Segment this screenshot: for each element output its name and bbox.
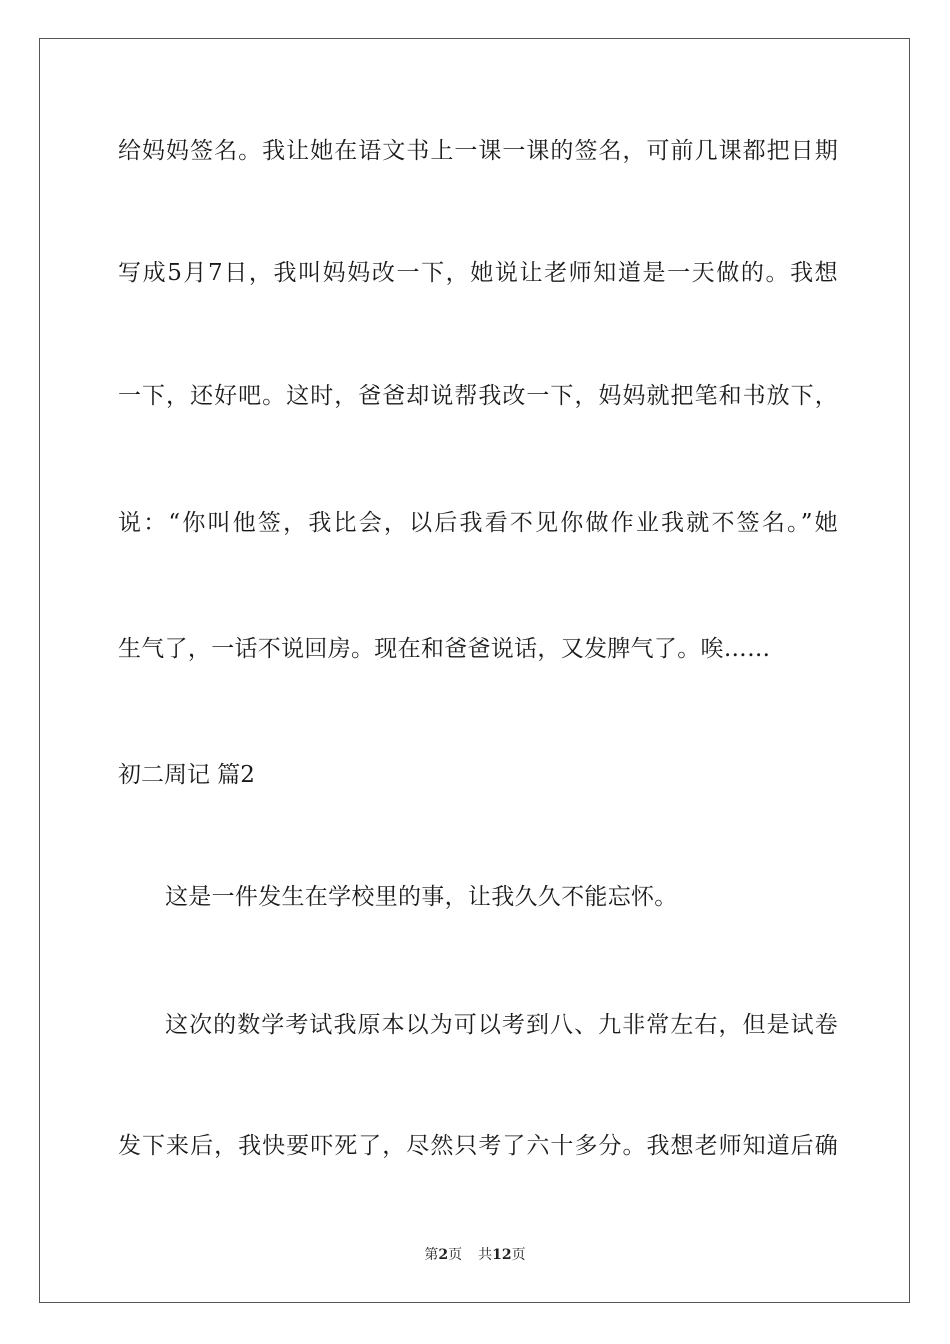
footer-total-pages: 12 xyxy=(492,1247,512,1263)
paragraph-1-line-5: 生气了，一话不说回房。现在和爸爸说话，又发脾气了。唉…… xyxy=(118,636,771,662)
paragraph-1-line-2: 写成5月7日，我叫妈妈改一下，她说让老师知道是一天做的。我想 xyxy=(118,260,838,286)
paragraph-3-line-2: 发下来后，我快要吓死了，尽然只考了六十多分。我想老师知道后确 xyxy=(118,1133,838,1159)
footer-total-suffix: 页 xyxy=(511,1247,526,1263)
paragraph-1-line-3: 一下，还好吧。这时，爸爸却说帮我改一下，妈妈就把笔和书放下， xyxy=(118,383,838,409)
paragraph-2-line-1: 这是一件发生在学校里的事，让我久久不能忘怀。 xyxy=(165,884,678,910)
page-footer xyxy=(0,1246,950,1264)
footer-page-number: 2 xyxy=(438,1247,449,1263)
page-border xyxy=(39,38,910,1303)
paragraph-3-line-1: 这次的数学考试我原本以为可以考到八、九非常左右，但是试卷 xyxy=(165,1012,838,1038)
paragraph-1-line-1: 给妈妈签名。我让她在语文书上一课一课的签名，可前几课都把日期 xyxy=(118,138,838,164)
footer-total-prefix: 共 xyxy=(478,1247,493,1263)
paragraph-1-line-4: 说：“你叫他签，我比会，以后我看不见你做作业我就不签名。”她 xyxy=(118,510,838,536)
section-heading: 初二周记 篇2 xyxy=(118,762,255,788)
footer-page-suffix: 页 xyxy=(448,1247,463,1263)
footer-page-prefix: 第 xyxy=(424,1247,439,1263)
